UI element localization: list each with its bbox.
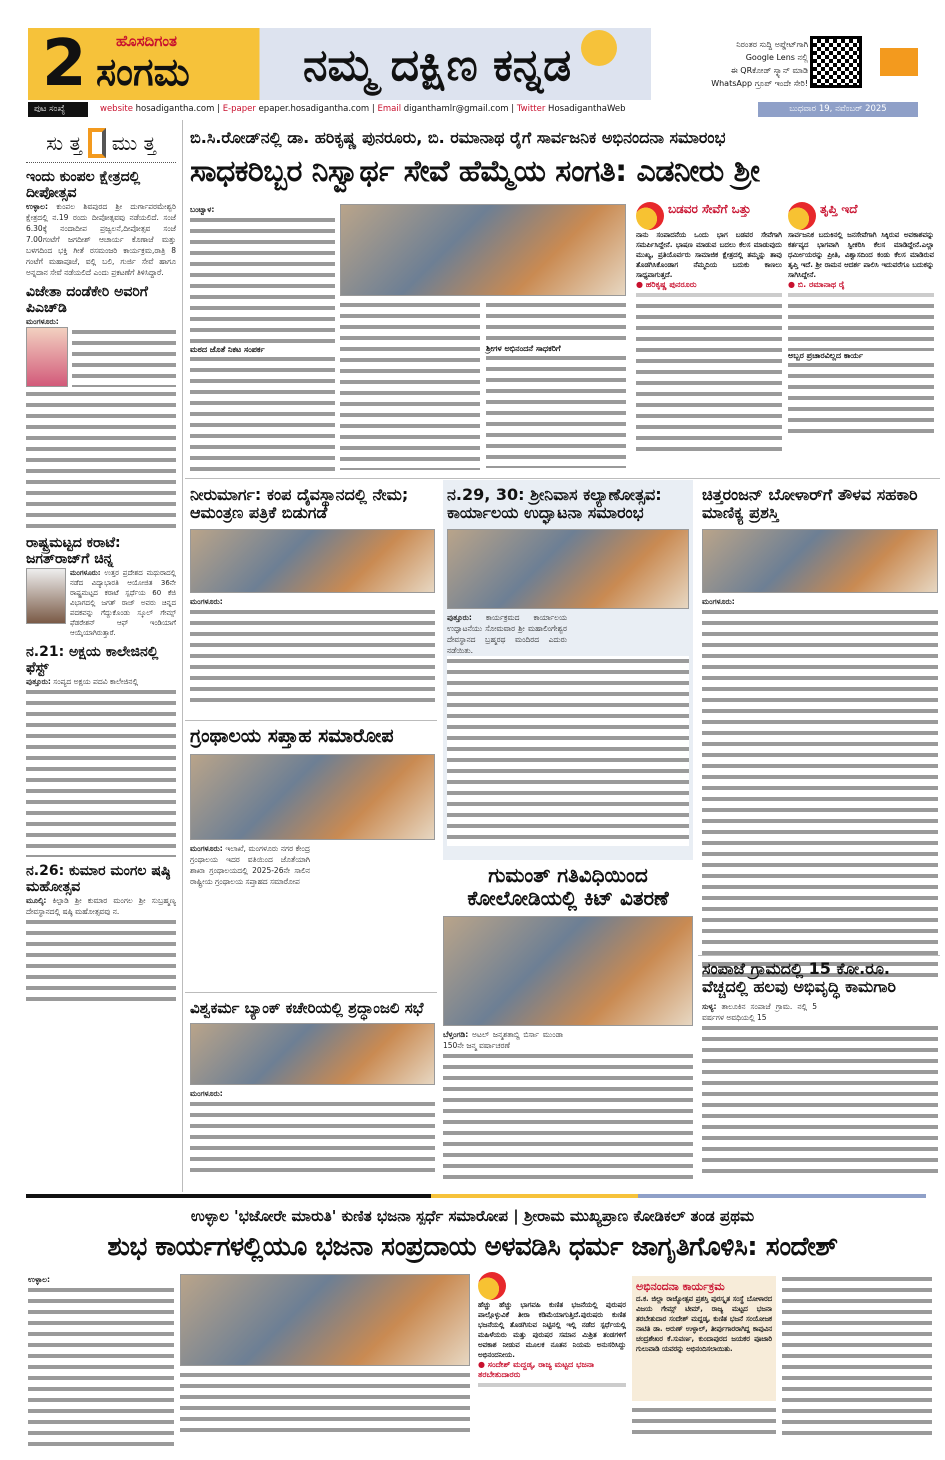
qr-line: ನಿರಂತರ ಸುದ್ದಿ ಅಪ್ಡೇಟ್‌ಗಾಗಿ xyxy=(736,40,808,49)
quote-icon xyxy=(788,202,816,230)
date: ಬುಧವಾರ 19, ನವೆಂಬರ್ 2025 xyxy=(758,102,918,117)
website-label: website xyxy=(100,104,133,114)
brief-text: ಕಿಲ್ಪಾಡಿ ಶ್ರೀ ಕುಮಾರ ಮಂಗಲ ಶ್ರೀ ಸುಬ್ರಹ್ಮಣ್ಯ ದೇವಸ್ಥಾನದಲ್ಲಿ ಷಷ್ಠಿ ಮಹೋತ್ಸವವು ನ. xyxy=(26,895,176,916)
pages-label: ಪುಟ ಸಂಖ್ಯೆ xyxy=(28,102,88,117)
quote-text: ಸಾರ್ವಜನಿಕ ಬದುಕಿನಲ್ಲಿ ಜನಸೇವೆಗಾಗಿ ಸಿಕ್ಕಿರುವ ಅವಕಾಶವನ್ನು ಕರ್ತವ್ಯದ ಭಾಗವಾಗಿ ಸ್ವೀಕರಿಸಿ ಕೆಲಸ ಮಾಡಿದ್ದೇನೆ.ಎಲ್ಲಾ ಧರ್ಮೀಯರನ್ನು ಪ್ರೀತಿ, ವಿಶ್ವಾಸದಿಂದ ಕಂಡು ಕೆಲಸ ಮಾಡಿರುವ ತೃಪ್ತಿ ಇದೆ. ಶ್ರೀ ರಾಮನ ಆದರ್ಶ ಪಾಲಿಸಿ ಇದುವರೆಗೂ ಬದುಕನ್ನು ಸಾಗಿಸಿದ್ದೇನೆ. xyxy=(788,231,934,279)
story-title: ಸಂಪಾಜೆ ಗ್ರಾಮದಲ್ಲಿ 15 ಕೋ.ರೂ. ವೆಚ್ಚದಲ್ಲಿ ಹಲವು ಅಭಿವೃದ್ಧಿ ಕಾಮಗಾರಿ xyxy=(702,959,896,997)
lead-body xyxy=(190,204,335,474)
brief-text: ಉತ್ತರ ಪ್ರದೇಶದ ಮಥುರಾದಲ್ಲಿ ನಡೆದ ವಿದ್ಯಾಭಾರತಿ ಆಯೋಜಿತ 36ನೇ ರಾಷ್ಟ್ರಮಟ್ಟದ ಕರಾಟೆ ಸ್ಪರ್ಧೆಯ 60 ಕೆಜಿ ವಿಭಾಗದಲ್ಲಿ ಜಗತ್ ರಾಜ್ ಅವರು ಚಿನ್ನದ ಪದಕವನ್ನು ಗೆದ್ದುಕೊಂಡು ಸ್ಕೂಲ್ ಗೇಮ್ಸ್ ಫೆಡರೇಶನ್ ಆಫ್ ಇಂಡಿಯಾಗೆ ಆಯ್ಕೆಯಾಗಿರುತ್ತಾರೆ. xyxy=(70,568,176,637)
dateline: ಮಂಗಳೂರು: xyxy=(190,843,223,853)
bottom-body xyxy=(28,1274,174,1450)
story-title: ವಿಶ್ವಕರ್ಮ ಬ್ಯಾಂಕ್ ಕಚೇರಿಯಲ್ಲಿ ಶ್ರದ್ಧಾಂಜಲಿ ಸಭೆ xyxy=(190,999,424,1017)
color-divider xyxy=(26,1194,926,1198)
website-link[interactable]: hosadigantha.com xyxy=(135,104,215,114)
story-photo xyxy=(702,529,938,593)
dateline: ಸುಳ್ಯ: xyxy=(702,1001,717,1011)
story-srinivasa xyxy=(443,480,693,860)
dateline: ಬೆಳ್ತಂಗಡಿ: xyxy=(443,1030,469,1039)
dateline: ಉಳ್ಳಾಲ: xyxy=(26,202,48,212)
dateline: ಮಂಗಳೂರು: xyxy=(26,317,59,327)
story-text: ಅಟಲ್ ಜನ್ಮಶತಾಬ್ದಿ ಬಿರ್ಸಾ ಮುಂಡಾ 150ನೇ ಜನ್ಮ ವರ್ಷಾಚರಣೆ xyxy=(443,1030,563,1050)
story-title: ಗುಮಂತ್ ಗತಿವಿಧಿಯಿಂದ ಕೋಲೋಡಿಯಲ್ಲಿ ಕಿಟ್ ವಿತರಣೆ xyxy=(467,863,669,910)
epaper-link[interactable]: epaper.hosadigantha.com xyxy=(258,104,370,114)
news-brief xyxy=(26,644,176,857)
contact-line: website hosadigantha.com | E-paper epaper.hosadigantha.com | Email diganthamlr@gmail.com | Twitter HosadiganthaWeb xyxy=(100,104,626,114)
story-text: ಇಲಾಖೆ, ಮಂಗಳೂರು ನಗರ ಕೇಂದ್ರ ಗ್ರಂಥಾಲಯ ಇದರ ವತಿಯಿಂದ ಜೊತೆಯಾಗಿ ಶಾಖಾ ಗ್ರಂಥಾಲಯದಲ್ಲಿ 2025-26ನೇ ಸಾಲಿನ ರಾಷ್ಟ್ರೀಯ ಗ್ರಂಥಾಲಯ ಸಪ್ತಾಹದ ಸಮಾರೋಪ xyxy=(190,843,310,886)
byline-name: ಸಂದೇಶ್ ಮದ್ದಡ್ಕ, ರಾಜ್ಯ ಮಟ್ಟದ ಭಜನಾ ತರಬೇತುದಾರರು xyxy=(478,1360,595,1379)
section-word: ಸು ತ್ತ xyxy=(46,131,82,155)
story-gumanth xyxy=(443,864,693,1181)
qr-line: ಈ QRಕೋಡ್ ಸ್ಕ್ಯಾನ್ ಮಾಡಿ xyxy=(730,66,808,75)
brand-logo: ಹೊಸದಿಗಂತ xyxy=(116,32,177,50)
quote-text: ಹೆಚ್ಚು ಹೆಚ್ಚು ಭಾಗವಹಿ ಕುಣಿತ ಭಜನೆಯಲ್ಲಿ ಪುರುಷರ ಪಾಲ್ಗೊಳ್ಳುವಿಕೆ ತೀರಾ ಕಡಿಮೆಯಾಗುತ್ತಿದೆ.ಪುರುಷರು ಕುಣಿತ ಭಜನೆಯಲ್ಲಿ ತೊಡಗಿಸುವ ನಿಟ್ಟಿನಲ್ಲಿ ಇಲ್ಲಿ ನಡೆದ ಸ್ಪರ್ಧೆಯಲ್ಲಿ ಮಹಿಳೆಯರು ಮತ್ತು ಪುರುಷರ ಸಮಾನ ಮಿಶ್ರಿತ ತಂಡಗಳಿಗೆ ಅವಕಾಶ ನೀಡುವ ಮೂಲಕ ನೂತನ ನಿಯಮ ಅನುಸರಿಸಿದ್ದು ಅಭಿನಂದನೀಯ. xyxy=(478,1301,626,1359)
brief-title: ನ.21: ಅಕ್ಷಯ ಕಾಲೇಜಿನಲ್ಲಿ ಫೆಸ್ಟ್ xyxy=(26,643,159,676)
brief-text: ಸಂಪ್ಯದ ಅಕ್ಷಯ ಪದವಿ ಕಾಲೇಜಿನಲ್ಲಿ xyxy=(53,676,139,686)
quote-title: ತೃಪ್ತಿ ಇದೆ xyxy=(820,202,858,216)
section-title xyxy=(26,128,176,158)
dateline: ಮಂಗಳೂರು: xyxy=(190,596,223,606)
story-photo xyxy=(190,529,435,593)
dateline: ಮಂಗಳೂರು: xyxy=(70,568,101,577)
qr-line: Google Lens ನಲ್ಲಿ xyxy=(745,53,808,62)
brief-title: ರಾಷ್ಟ್ರಮಟ್ಟದ ಕರಾಟೆ: ಜಗತ್‌ರಾಜ್‌ಗೆ ಚಿನ್ನ xyxy=(26,535,121,568)
epaper-label: E-paper xyxy=(222,104,256,114)
story-photo xyxy=(443,916,693,1026)
story-text: ಕಾರ್ಯಕ್ರಮದ ಕಾರ್ಯಾಲಯ ಉದ್ಘಾಟನೆಯು ಸೋಮವಾರ ಶ್ರೀ ಮಹಾಲಿಂಗೇಶ್ವರ ದೇವಸ್ಥಾನದ ಬ್ರಹ್ಮರಥ ಮಂದಿರದ ಎದುರು ನಡೆಯಿತು. xyxy=(447,612,567,655)
page-number: 2 xyxy=(42,27,87,101)
box-text: ದ.ಕ. ಜಿಲ್ಲಾ ರಾಜ್ಯೋತ್ಸವ ಪ್ರಶಸ್ತಿ ಪುರಸ್ಕೃತ ಸಂಸ್ಥೆ ಬೋಳಾರದ ವಿಜಯ ಗೇಮ್ಸ್ ಟೀಮ್, ರಾಜ್ಯ ಮಟ್ಟದ ಭಜನಾ ತರಬೇತುದಾರ ಸಂದೇಶ್ ಮದ್ದಡ್ಕ, ಕುಣಿತ ಭಜನೆ ಸಂಯೋಜಕ ನಾಟಿತಿ ಡಾ. ಅರುಣ್ ಉಳ್ಳಾಲ್, ತೀರ್ಪುಗಾರರಾಗಿದ್ದ ಕಾಪುವಿನ ಚಂದ್ರಶೇಖರ ಕೆ.ಸುವರ್ಣ, ಕುಂದಾಪುರದ ಜಯಕರ ಪೂಜಾರಿ ಗುಲುವಾಡಿ ಯವರನ್ನು ಅಭಿನಂದಿಸಲಾಯಿತು. xyxy=(636,1295,772,1353)
supplement-name: ಸಂಗಮ xyxy=(96,50,190,94)
story-title: ಗ್ರಂಥಾಲಯ ಸಪ್ತಾಹ ಸಮಾರೋಪ xyxy=(190,725,394,747)
sun-decoration xyxy=(581,30,617,66)
quote-byline: ● ಹರಿಕೃಷ್ಣ ಪುನರೂರು xyxy=(636,280,697,289)
left-column xyxy=(26,128,176,1007)
quote-box xyxy=(636,202,782,451)
story-chittaranjan xyxy=(702,486,938,977)
story-vishwakarma xyxy=(190,1000,435,1179)
quote-icon xyxy=(636,202,664,230)
brief-title: ನ.26: ಕುಮಾರ ಮಂಗಲ ಷಷ್ಠಿ ಮಹೋತ್ಸವ xyxy=(26,862,171,895)
story-neerumarga xyxy=(190,486,435,702)
masthead xyxy=(28,28,918,100)
section-word: ಮು ತ್ತ xyxy=(111,131,156,155)
story-photo xyxy=(447,529,689,609)
dateline: ಮೂಲ್ಕಿ: xyxy=(26,895,47,905)
qr-code[interactable] xyxy=(810,36,862,88)
dateline: ಪುತ್ತೂರು: xyxy=(26,676,51,686)
news-brief xyxy=(26,535,176,637)
byline-name: ಬಿ. ರಮಾನಾಥ ರೈ xyxy=(797,280,845,289)
box-title: ಅಭಿನಂದನಾ ಕಾರ್ಯಕ್ರಮ xyxy=(636,1280,725,1293)
news-brief xyxy=(26,284,176,529)
dateline: ಪುತ್ತೂರು: xyxy=(447,612,472,622)
door-icon xyxy=(88,128,106,158)
subhead: ಶ್ರೀಗಳ ಅಭಿನಂದನೆ ಸಾಧಕರಿಗೆ xyxy=(486,344,561,353)
news-brief xyxy=(26,863,176,1007)
portrait-photo xyxy=(26,568,66,624)
story-photo xyxy=(190,1023,435,1085)
quote-title: ಬಡವರ ಸೇವೆಗೆ ಒತ್ತು xyxy=(668,202,751,216)
quote-byline: ● ಬಿ. ರಮಾನಾಥ ರೈ xyxy=(788,280,845,289)
info-bar xyxy=(28,102,918,117)
quote-icon xyxy=(478,1272,506,1300)
story-sampaje xyxy=(702,960,938,1173)
brief-title: ವಿಜೇತಾ ದಂಡೆಕೇರಿ ಅವರಿಗೆ ಪಿಎಚ್‌ಡಿ xyxy=(26,284,148,317)
story-photo xyxy=(190,754,435,840)
twitter-link[interactable]: HosadiganthaWeb xyxy=(548,104,626,114)
dateline: ಮಂಗಳೂರು: xyxy=(702,596,735,606)
dateline: ಬಂಟ್ವಾಳ: xyxy=(190,205,215,214)
bottom-kicker: ಉಳ್ಳಾಲ 'ಭಜೋರೇ ಮಾರುತಿ' ಕುಣಿತ ಭಜನಾ ಸ್ಪರ್ಧೆ ಸಮಾರೋಪ | ಶ್ರೀರಾಮ ಮುಖ್ಯಪ್ರಾಣ ಕೋಡಿಕಲ್ ತಂಡ ಪ್ರಥಮ xyxy=(190,1207,755,1225)
story-title: ನೀರುಮಾರ್ಗ: ಕಂಪ ದೈವಸ್ಥಾನದಲ್ಲಿ ನೇಮ; ಆಮಂತ್ರಣ ಪತ್ರಿಕೆ ಬಿಡುಗಡೆ xyxy=(190,485,409,523)
qr-caption xyxy=(668,38,808,90)
brief-title: ಇಂದು ಕುಂಪಲ ಕ್ಷೇತ್ರದಲ್ಲಿ ದೀಪೋತ್ಸವ xyxy=(26,169,141,202)
qr-line: WhatsApp ಗ್ರೂಪ್ ಇಂದೇ ಸೇರಿ! xyxy=(711,79,808,88)
quote-box xyxy=(478,1272,626,1387)
story-title: ಚಿತ್ತರಂಜನ್ ಬೋಳಾರ್‌ಗೆ ತೌಳವ ಸಹಕಾರಿ ಮಾಣಿಕ್ಯ ಪ್ರಶಸ್ತಿ xyxy=(702,485,918,523)
bajane-photo xyxy=(180,1274,470,1366)
quote-byline: ● ಸಂದೇಶ್ ಮದ್ದಡ್ಕ, ರಾಜ್ಯ ಮಟ್ಟದ ಭಜನಾ ತರಬೇತುದಾರರು xyxy=(478,1360,595,1379)
bottom-headline: ಶುಭ ಕಾರ್ಯಗಳಲ್ಲಿಯೂ ಭಜನಾ ಸಂಪ್ರದಾಯ ಅಳವಡಿಸಿ ಧರ್ಮ ಜಾಗೃತಿಗೊಳಿಸಿ: ಸಂದೇಶ್ xyxy=(107,1232,838,1262)
felicitation-box xyxy=(632,1276,776,1401)
twitter-label: Twitter xyxy=(516,104,546,114)
story-text: ತಾಲೂಕಿನ ಸಂಪಾಜೆ ಗ್ರಾಮ. ನಲ್ಲಿ 5 ವರ್ಷಗಳ ಅವಧಿಯಲ್ಲಿ 15 xyxy=(702,1001,817,1022)
dateline: ಉಳ್ಳಾಲ: xyxy=(28,1275,50,1284)
news-brief xyxy=(26,169,176,278)
lead-photo xyxy=(340,204,626,296)
lead-kicker: ಬಿ.ಸಿ.ರೋಡ್‌ನಲ್ಲಿ ಡಾ. ಹರಿಕೃಷ್ಣ ಪುನರೂರು, ಬಿ. ರಮಾನಾಥ ರೈಗೆ ಸಾರ್ವಜನಿಕ ಅಭಿನಂದನಾ ಸಮಾರಂಭ xyxy=(190,128,726,147)
subhead: ಮಠದ ಜೊತೆ ನಿಕಟ ಸಂಪರ್ಕ xyxy=(190,345,265,354)
story-granthalaya xyxy=(190,726,435,887)
orange-block xyxy=(880,48,918,76)
lead-headline: ಸಾಧಕರಿಬ್ಬರ ನಿಸ್ವಾರ್ಥ ಸೇವೆ ಹೆಮ್ಮೆಯ ಸಂಗತಿ: ಎಡನೀರು ಶ್ರೀ xyxy=(190,154,760,189)
portrait-photo xyxy=(26,327,68,387)
brief-text: ಕುಂಪಲ ಶಿವಪುರದ ಶ್ರೀ ದುರ್ಗಾಪರಮೇಶ್ವರಿ ಕ್ಷೇತ್ರದಲ್ಲಿ ನ.19 ರಂದು ದೀಪೋತ್ಸವವು ನಡೆಯಲಿದೆ. ಸಂಜೆ 6.30ಕ್ಕೆ ನಂದಾದೀಪ ಪ್ರಜ್ವಲನೆ,ದೀಪೋತ್ಸವ ಸಂಜೆ 7.00ಗಂಟೆಗೆ ಜಗದೀಶ್ ಆಚಾರ್ಯ ಕೊಣಾಜೆ ಮತ್ತು ಬಳಗದಿಂದ ಭಕ್ತಿ ಗೀತೆ ರಸಮಂಜರಿ ಕಾರ್ಯಕ್ರಮ,ರಾತ್ರಿ 8 ಗಂಟೆಗೆ ಮಹಾಪೂಜೆ, ವಲ್ಲಿ ಬಲಿ, ಗುರ್ಜಿ ಸೇವೆ ಹಾಗೂ ಅನ್ನದಾನ ಸೇವೆ ನಡೆಯಲಿದೆ ಎಂದು ಪ್ರಕಟಣೆಗೆ ತಿಳಿಸಿದ್ದಾರೆ. xyxy=(26,202,176,278)
email-link[interactable]: diganthamlr@gmail.com xyxy=(403,104,509,114)
page-title: ನಮ್ಮ ದಕ್ಷಿಣ ಕನ್ನಡ xyxy=(303,40,572,91)
email-label: Email xyxy=(377,104,402,114)
story-title: ನ.29, 30: ಶ್ರೀನಿವಾಸ ಕಲ್ಯಾಣೋತ್ಸವ: ಕಾರ್ಯಾಲಯ ಉದ್ಘಾಟನಾ ಸಮಾರಂಭ xyxy=(447,485,662,523)
byline-name: ಹರಿಕೃಷ್ಣ ಪುನರೂರು xyxy=(645,280,697,289)
quote-box xyxy=(788,202,934,440)
subhead: ಅಬ್ಬರ ಪ್ರಚಾರವಿಲ್ಲದ ಕಾರ್ಯ xyxy=(788,351,864,360)
quote-text: ನಾನು ಸಂಪಾದನೆಯ ಒಂದು ಭಾಗ ಬಡವರ ಸೇವೆಗಾಗಿ ಸಮರ್ಪಿಸಿದ್ದೇನೆ. ಭಾಷಣ ಮಾಡುವ ಬದಲು ಕೆಲಸ ಮಾಡುವುದು ಮುಖ್ಯ, ಪ್ರತಿಯೊರ್ವರು ಸಾಮಾಜಿಕ ಕ್ಷೇತ್ರದಲ್ಲಿ ತಮ್ಮನ್ನು ತಾವು ತೊಡಗಿಸಿಕೊಂಡಾಗ ನೆಮ್ಮದಿಯ ಬದುಕು ಕಾಣಲು ಸಾಧ್ಯವಾಗುತ್ತದೆ. xyxy=(636,231,782,279)
dateline: ಮಂಗಳೂರು: xyxy=(190,1089,223,1099)
